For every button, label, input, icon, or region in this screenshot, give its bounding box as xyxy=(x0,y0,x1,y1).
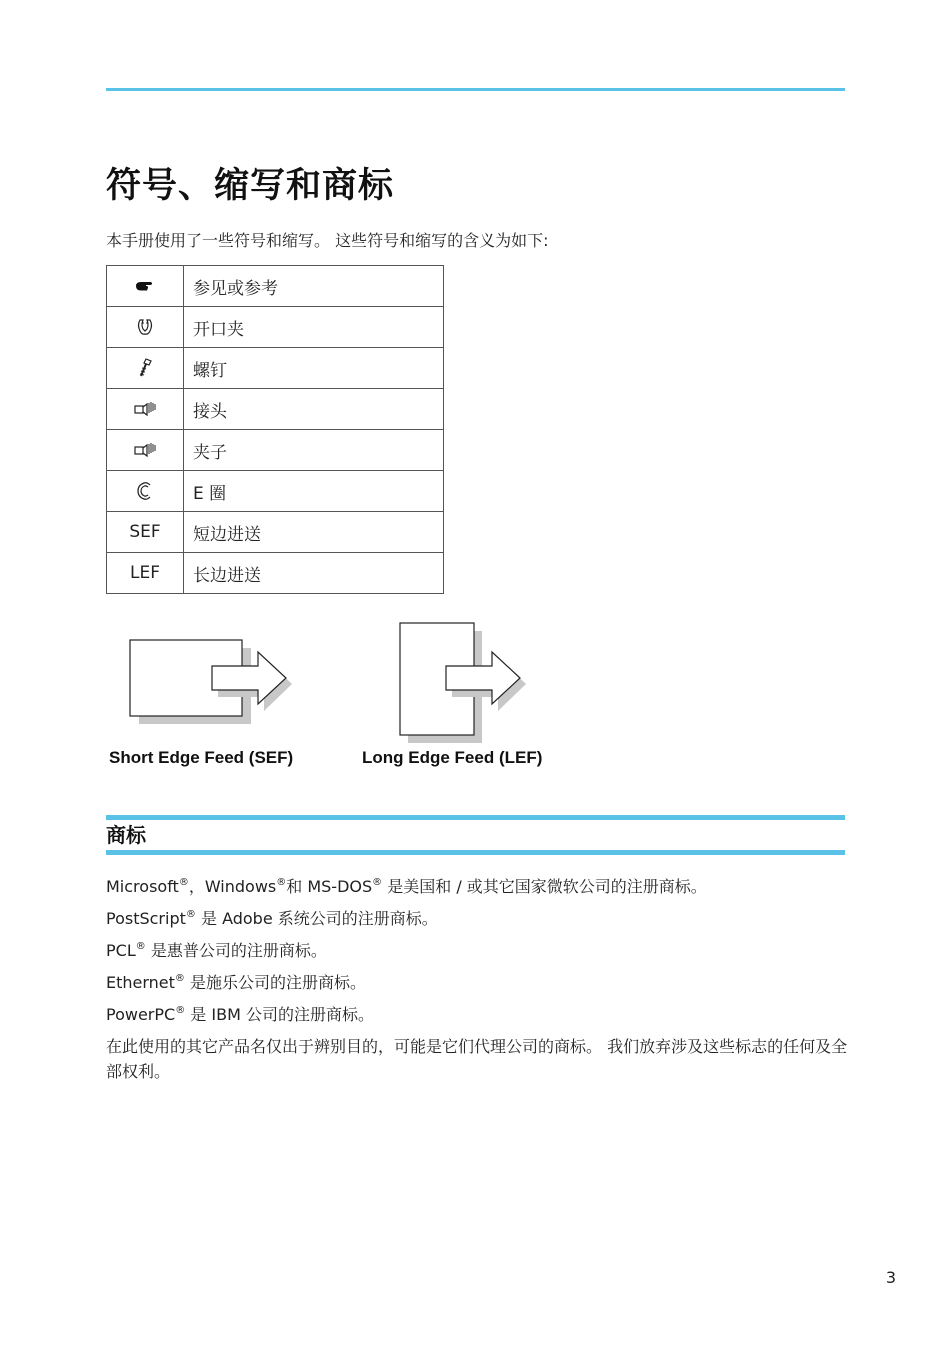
registered-mark: ® xyxy=(175,1005,186,1016)
trademarks-rule-bottom xyxy=(106,850,845,855)
symbol-cell xyxy=(107,471,184,512)
registered-mark: ® xyxy=(372,877,383,888)
registered-mark: ® xyxy=(174,973,185,984)
symbols-table xyxy=(106,265,444,594)
clamp-icon xyxy=(133,441,157,459)
page-title: 符号、缩写和商标 xyxy=(106,166,395,206)
table-row xyxy=(107,553,444,594)
trademark-text: 是 Adobe 系统公司的注册商标。 xyxy=(195,909,438,928)
sef-caption: Short Edge Feed (SEF) xyxy=(109,748,294,767)
trademark-name: PCL xyxy=(106,941,136,960)
trademark-line-powerpc xyxy=(106,1002,374,1025)
symbol-meaning: 长边进送 xyxy=(184,553,444,594)
trademark-text: 是施乐公司的注册商标。 xyxy=(184,973,367,992)
symbol-cell xyxy=(107,266,184,307)
pointing-hand-icon xyxy=(135,280,155,292)
trademark-name: ，Windows xyxy=(188,877,277,896)
open-clip-icon xyxy=(135,317,155,337)
table-row xyxy=(107,512,444,553)
symbol-meaning: 螺钉 xyxy=(184,348,444,389)
screw-icon xyxy=(137,357,153,379)
trademark-text: 是 IBM 公司的注册商标。 xyxy=(185,1005,374,1024)
trademarks-rule-top xyxy=(106,815,845,820)
e-ring-icon xyxy=(136,481,154,501)
symbol-cell xyxy=(107,348,184,389)
symbol-abbreviation: SEF xyxy=(107,512,184,553)
trademark-name: 和 MS-DOS xyxy=(286,877,373,896)
trademark-name: Ethernet xyxy=(106,973,175,992)
registered-mark: ® xyxy=(185,909,196,920)
connector-icon xyxy=(133,400,157,418)
symbol-meaning: 夹子 xyxy=(184,430,444,471)
symbol-meaning: 短边进送 xyxy=(184,512,444,553)
lef-caption: Long Edge Feed (LEF) xyxy=(362,748,543,767)
trademark-line-postscript xyxy=(106,906,438,929)
page-number: 3 xyxy=(885,1268,896,1287)
table-row xyxy=(107,430,444,471)
trademark-name: PowerPC xyxy=(106,1005,176,1024)
trademark-text: 是美国和 / 或其它国家微软公司的注册商标。 xyxy=(382,877,707,896)
trademark-text: 是惠普公司的注册商标。 xyxy=(145,941,327,960)
intro-text: 本手册使用了一些符号和缩写。 这些符号和缩写的含义为如下: xyxy=(106,231,549,250)
symbol-cell xyxy=(107,307,184,348)
trademark-line-ethernet xyxy=(106,970,366,993)
table-row xyxy=(107,266,444,307)
registered-mark: ® xyxy=(178,877,189,888)
top-rule xyxy=(106,88,845,91)
trademark-disclaimer: 在此使用的其它产品名仅出于辨别目的，可能是它们代理公司的商标。 我们放弃涉及这些标志的任何及全部权利。 xyxy=(106,1037,848,1081)
feed-diagram xyxy=(106,618,586,743)
trademark-line-microsoft xyxy=(106,874,707,897)
symbol-cell xyxy=(107,389,184,430)
symbol-meaning: 接头 xyxy=(184,389,444,430)
trademark-name: PostScript xyxy=(106,909,186,928)
symbol-cell xyxy=(107,430,184,471)
registered-mark: ® xyxy=(276,877,287,888)
feed-direction-figure xyxy=(106,618,586,778)
table-row xyxy=(107,389,444,430)
trademark-name: Microsoft xyxy=(106,877,179,896)
table-row xyxy=(107,348,444,389)
table-row xyxy=(107,471,444,512)
symbol-meaning: E 圈 xyxy=(184,471,444,512)
trademark-line-pcl xyxy=(106,938,327,961)
table-row xyxy=(107,307,444,348)
registered-mark: ® xyxy=(135,941,146,952)
symbol-abbreviation: LEF xyxy=(107,553,184,594)
symbol-meaning: 参见或参考 xyxy=(184,266,444,307)
trademarks-heading: 商标 xyxy=(106,823,146,847)
symbol-meaning: 开口夹 xyxy=(184,307,444,348)
